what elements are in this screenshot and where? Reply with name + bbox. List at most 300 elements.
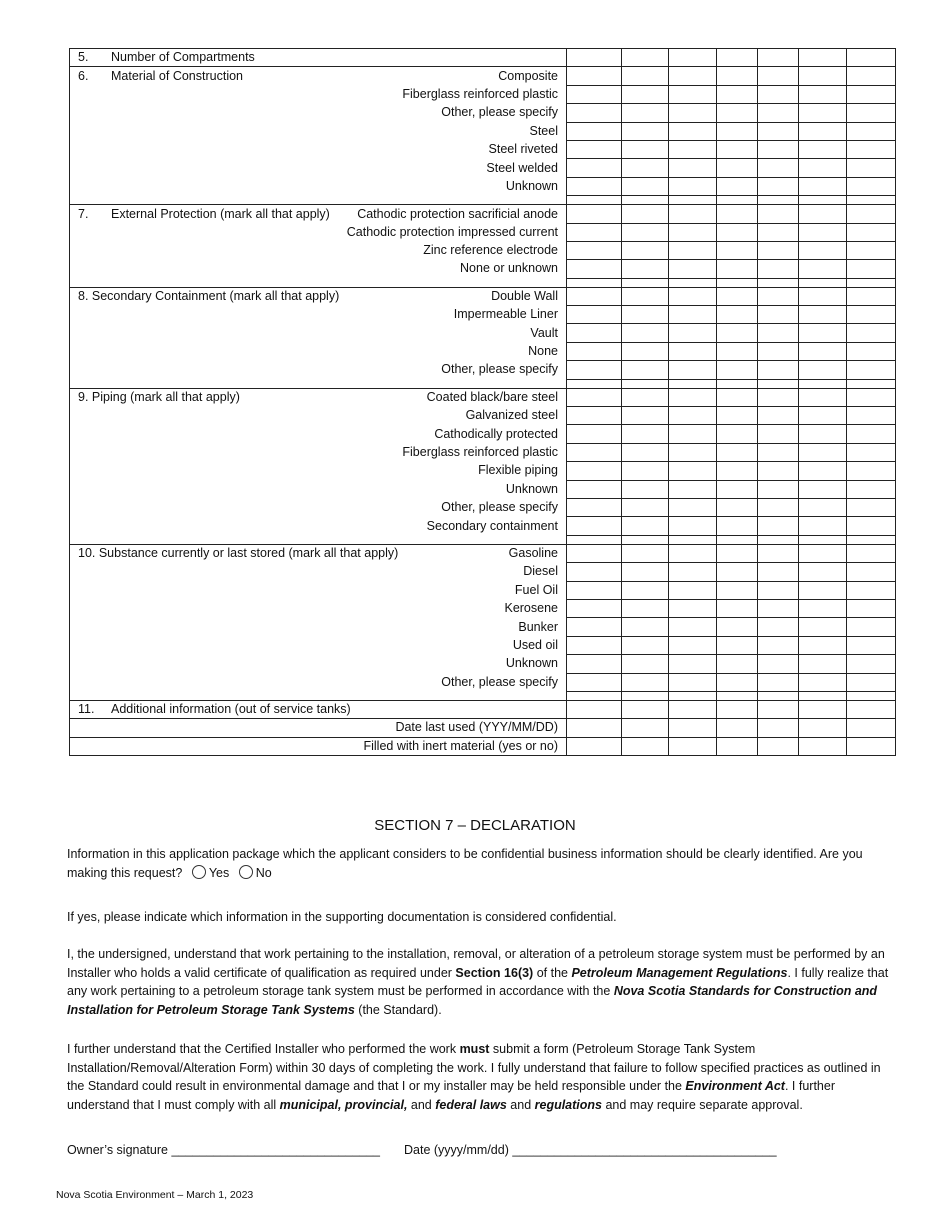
entry-cell[interactable] bbox=[717, 379, 758, 388]
entry-cell[interactable] bbox=[847, 287, 896, 305]
entry-cell[interactable] bbox=[799, 700, 847, 718]
entry-cell[interactable] bbox=[669, 636, 717, 654]
entry-cell[interactable] bbox=[717, 241, 758, 259]
entry-cell[interactable] bbox=[567, 517, 622, 535]
entry-cell[interactable] bbox=[717, 260, 758, 278]
entry-cell[interactable] bbox=[717, 342, 758, 360]
entry-cell[interactable] bbox=[799, 122, 847, 140]
entry-cell[interactable] bbox=[622, 425, 669, 443]
entry-cell[interactable] bbox=[669, 462, 717, 480]
entry-cell[interactable] bbox=[669, 700, 717, 718]
entry-cell[interactable] bbox=[567, 462, 622, 480]
entry-cell[interactable] bbox=[717, 177, 758, 195]
entry-cell[interactable] bbox=[622, 342, 669, 360]
entry-cell[interactable] bbox=[622, 379, 669, 388]
entry-cell[interactable] bbox=[669, 480, 717, 498]
entry-cell[interactable] bbox=[669, 581, 717, 599]
entry-cell[interactable] bbox=[567, 618, 622, 636]
entry-cell[interactable] bbox=[622, 122, 669, 140]
entry-cell[interactable] bbox=[669, 67, 717, 85]
entry-cell[interactable] bbox=[567, 205, 622, 223]
entry-cell[interactable] bbox=[847, 443, 896, 461]
entry-cell[interactable] bbox=[717, 719, 758, 737]
entry-cell[interactable] bbox=[717, 599, 758, 617]
entry-cell[interactable] bbox=[717, 563, 758, 581]
owner-signature-field[interactable]: Owner’s signature ______________________________ bbox=[67, 1143, 381, 1157]
entry-cell[interactable] bbox=[567, 636, 622, 654]
entry-cell[interactable] bbox=[847, 104, 896, 122]
entry-cell[interactable] bbox=[847, 205, 896, 223]
entry-cell[interactable] bbox=[567, 342, 622, 360]
entry-cell[interactable] bbox=[758, 719, 799, 737]
entry-cell[interactable] bbox=[622, 737, 669, 755]
option-label: Cathodic protection impressed current bbox=[346, 224, 558, 239]
entry-cell[interactable] bbox=[567, 306, 622, 324]
entry-cell[interactable] bbox=[799, 535, 847, 544]
entry-cell[interactable] bbox=[717, 498, 758, 516]
entry-cell[interactable] bbox=[622, 196, 669, 205]
entry-cell[interactable] bbox=[847, 260, 896, 278]
entry-cell[interactable] bbox=[847, 223, 896, 241]
entry-cell[interactable] bbox=[717, 361, 758, 379]
entry-cell[interactable] bbox=[847, 177, 896, 195]
entry-cell[interactable] bbox=[799, 719, 847, 737]
entry-cell[interactable] bbox=[799, 324, 847, 342]
entry-cell[interactable] bbox=[567, 443, 622, 461]
entry-cell[interactable] bbox=[622, 177, 669, 195]
entry-cell[interactable] bbox=[669, 241, 717, 259]
entry-cell[interactable] bbox=[567, 196, 622, 205]
entry-cell[interactable] bbox=[622, 480, 669, 498]
entry-cell[interactable] bbox=[847, 49, 896, 67]
entry-cell[interactable] bbox=[567, 700, 622, 718]
entry-cell[interactable] bbox=[847, 361, 896, 379]
entry-cell[interactable] bbox=[847, 636, 896, 654]
entry-cell[interactable] bbox=[717, 691, 758, 700]
entry-cell[interactable] bbox=[567, 544, 622, 562]
entry-cell[interactable] bbox=[669, 260, 717, 278]
entry-cell[interactable] bbox=[799, 306, 847, 324]
entry-cell[interactable] bbox=[669, 306, 717, 324]
entry-cell[interactable] bbox=[847, 498, 896, 516]
entry-cell[interactable] bbox=[567, 140, 622, 158]
entry-cell[interactable] bbox=[567, 379, 622, 388]
entry-cell[interactable] bbox=[799, 563, 847, 581]
entry-cell[interactable] bbox=[758, 655, 799, 673]
entry-cell[interactable] bbox=[717, 205, 758, 223]
entry-cell[interactable] bbox=[799, 599, 847, 617]
entry-cell[interactable] bbox=[669, 196, 717, 205]
entry-cell[interactable] bbox=[799, 388, 847, 406]
entry-cell[interactable] bbox=[799, 673, 847, 691]
entry-cell[interactable] bbox=[567, 49, 622, 67]
option-label: Other, please specify bbox=[441, 105, 558, 120]
entry-cell[interactable] bbox=[669, 324, 717, 342]
entry-cell[interactable] bbox=[669, 691, 717, 700]
entry-cell[interactable] bbox=[758, 361, 799, 379]
entry-cell[interactable] bbox=[717, 544, 758, 562]
entry-cell[interactable] bbox=[758, 618, 799, 636]
entry-cell[interactable] bbox=[669, 361, 717, 379]
entry-cell[interactable] bbox=[758, 324, 799, 342]
entry-cell[interactable] bbox=[799, 443, 847, 461]
entry-cell[interactable] bbox=[567, 159, 622, 177]
entry-cell[interactable] bbox=[622, 85, 669, 103]
entry-cell[interactable] bbox=[758, 388, 799, 406]
entry-cell[interactable] bbox=[717, 700, 758, 718]
entry-cell[interactable] bbox=[669, 407, 717, 425]
entry-cell[interactable] bbox=[847, 535, 896, 544]
entry-cell[interactable] bbox=[669, 388, 717, 406]
entry-cell[interactable] bbox=[669, 287, 717, 305]
entry-cell[interactable] bbox=[758, 498, 799, 516]
entry-cell[interactable] bbox=[799, 49, 847, 67]
entry-cell[interactable] bbox=[669, 618, 717, 636]
entry-cell[interactable] bbox=[717, 278, 758, 287]
entry-cell[interactable] bbox=[799, 287, 847, 305]
entry-cell[interactable] bbox=[567, 67, 622, 85]
entry-cell[interactable] bbox=[847, 563, 896, 581]
entry-cell[interactable] bbox=[717, 104, 758, 122]
table-row bbox=[70, 205, 896, 223]
entry-cell[interactable] bbox=[567, 425, 622, 443]
entry-cell[interactable] bbox=[669, 104, 717, 122]
entry-cell[interactable] bbox=[758, 122, 799, 140]
entry-cell[interactable] bbox=[847, 324, 896, 342]
entry-cell[interactable] bbox=[567, 599, 622, 617]
entry-cell[interactable] bbox=[799, 223, 847, 241]
entry-cell[interactable] bbox=[758, 599, 799, 617]
entry-cell[interactable] bbox=[799, 104, 847, 122]
entry-cell[interactable] bbox=[799, 462, 847, 480]
entry-cell[interactable] bbox=[758, 407, 799, 425]
entry-cell[interactable] bbox=[717, 49, 758, 67]
entry-cell[interactable] bbox=[717, 85, 758, 103]
entry-cell[interactable] bbox=[758, 287, 799, 305]
entry-cell[interactable] bbox=[717, 388, 758, 406]
entry-cell[interactable] bbox=[717, 737, 758, 755]
entry-cell[interactable] bbox=[567, 324, 622, 342]
entry-cell[interactable] bbox=[622, 287, 669, 305]
entry-cell[interactable] bbox=[758, 140, 799, 158]
yes-radio[interactable] bbox=[192, 865, 206, 879]
entry-cell[interactable] bbox=[799, 618, 847, 636]
entry-cell[interactable] bbox=[717, 306, 758, 324]
entry-cell[interactable] bbox=[567, 241, 622, 259]
entry-cell[interactable] bbox=[758, 85, 799, 103]
entry-cell[interactable] bbox=[799, 498, 847, 516]
entry-cell[interactable] bbox=[567, 104, 622, 122]
entry-cell[interactable] bbox=[622, 462, 669, 480]
entry-cell[interactable] bbox=[717, 223, 758, 241]
entry-cell[interactable] bbox=[567, 719, 622, 737]
entry-cell[interactable] bbox=[622, 223, 669, 241]
entry-cell[interactable] bbox=[799, 205, 847, 223]
additional-info-label: Filled with inert material (yes or no) bbox=[363, 738, 558, 753]
entry-cell[interactable] bbox=[758, 480, 799, 498]
entry-cell[interactable] bbox=[669, 49, 717, 67]
entry-cell[interactable] bbox=[847, 122, 896, 140]
entry-cell[interactable] bbox=[669, 159, 717, 177]
entry-cell[interactable] bbox=[622, 655, 669, 673]
entry-cell[interactable] bbox=[622, 443, 669, 461]
entry-cell[interactable] bbox=[622, 700, 669, 718]
entry-cell[interactable] bbox=[567, 563, 622, 581]
entry-cell[interactable] bbox=[622, 140, 669, 158]
entry-cell[interactable] bbox=[717, 287, 758, 305]
section-number: 7. bbox=[78, 206, 89, 221]
entry-cell[interactable] bbox=[622, 205, 669, 223]
entry-cell[interactable] bbox=[799, 480, 847, 498]
entry-cell[interactable] bbox=[799, 425, 847, 443]
entry-cell[interactable] bbox=[847, 342, 896, 360]
entry-cell[interactable] bbox=[717, 67, 758, 85]
entry-cell[interactable] bbox=[717, 196, 758, 205]
entry-cell[interactable] bbox=[669, 719, 717, 737]
entry-cell[interactable] bbox=[847, 425, 896, 443]
entry-cell[interactable] bbox=[669, 177, 717, 195]
entry-cell[interactable] bbox=[847, 581, 896, 599]
entry-cell[interactable] bbox=[567, 655, 622, 673]
entry-cell[interactable] bbox=[567, 673, 622, 691]
entry-cell[interactable] bbox=[717, 159, 758, 177]
entry-cell[interactable] bbox=[847, 407, 896, 425]
entry-cell[interactable] bbox=[669, 544, 717, 562]
entry-cell[interactable] bbox=[758, 205, 799, 223]
entry-cell[interactable] bbox=[799, 636, 847, 654]
entry-cell[interactable] bbox=[622, 306, 669, 324]
entry-cell[interactable] bbox=[847, 599, 896, 617]
entry-cell[interactable] bbox=[758, 462, 799, 480]
entry-cell[interactable] bbox=[669, 205, 717, 223]
entry-cell[interactable] bbox=[847, 655, 896, 673]
entry-cell[interactable] bbox=[799, 655, 847, 673]
entry-cell[interactable] bbox=[758, 177, 799, 195]
entry-cell[interactable] bbox=[799, 691, 847, 700]
entry-cell[interactable] bbox=[622, 719, 669, 737]
entry-cell[interactable] bbox=[758, 673, 799, 691]
entry-cell[interactable] bbox=[622, 599, 669, 617]
table-row bbox=[70, 260, 896, 278]
entry-cell[interactable] bbox=[758, 196, 799, 205]
entry-cell[interactable] bbox=[567, 480, 622, 498]
entry-cell[interactable] bbox=[799, 67, 847, 85]
entry-cell[interactable] bbox=[622, 618, 669, 636]
entry-cell[interactable] bbox=[717, 324, 758, 342]
entry-cell[interactable] bbox=[799, 544, 847, 562]
entry-cell[interactable] bbox=[799, 737, 847, 755]
entry-cell[interactable] bbox=[669, 498, 717, 516]
entry-cell[interactable] bbox=[669, 673, 717, 691]
entry-cell[interactable] bbox=[758, 737, 799, 755]
entry-cell[interactable] bbox=[669, 737, 717, 755]
entry-cell[interactable] bbox=[622, 563, 669, 581]
entry-cell[interactable] bbox=[622, 361, 669, 379]
entry-cell[interactable] bbox=[758, 159, 799, 177]
entry-cell[interactable] bbox=[567, 407, 622, 425]
no-radio[interactable] bbox=[239, 865, 253, 879]
entry-cell[interactable] bbox=[622, 407, 669, 425]
entry-cell[interactable] bbox=[567, 223, 622, 241]
entry-cell[interactable] bbox=[799, 159, 847, 177]
entry-cell[interactable] bbox=[758, 443, 799, 461]
entry-cell[interactable] bbox=[799, 140, 847, 158]
entry-cell[interactable] bbox=[758, 691, 799, 700]
entry-cell[interactable] bbox=[669, 278, 717, 287]
entry-cell[interactable] bbox=[567, 177, 622, 195]
entry-cell[interactable] bbox=[567, 388, 622, 406]
entry-cell[interactable] bbox=[758, 67, 799, 85]
table-row bbox=[70, 498, 896, 516]
entry-cell[interactable] bbox=[847, 719, 896, 737]
entry-cell[interactable] bbox=[758, 535, 799, 544]
entry-cell[interactable] bbox=[847, 85, 896, 103]
entry-cell[interactable] bbox=[847, 196, 896, 205]
entry-cell[interactable] bbox=[669, 425, 717, 443]
entry-cell[interactable] bbox=[799, 85, 847, 103]
entry-cell[interactable] bbox=[622, 278, 669, 287]
entry-cell[interactable] bbox=[758, 104, 799, 122]
entry-cell[interactable] bbox=[622, 159, 669, 177]
entry-cell[interactable] bbox=[717, 122, 758, 140]
entry-cell[interactable] bbox=[758, 260, 799, 278]
entry-cell[interactable] bbox=[799, 407, 847, 425]
entry-cell[interactable] bbox=[622, 67, 669, 85]
entry-cell[interactable] bbox=[669, 140, 717, 158]
entry-cell[interactable] bbox=[717, 535, 758, 544]
entry-cell[interactable] bbox=[758, 241, 799, 259]
entry-cell[interactable] bbox=[758, 636, 799, 654]
entry-cell[interactable] bbox=[622, 673, 669, 691]
entry-cell[interactable] bbox=[622, 517, 669, 535]
entry-cell[interactable] bbox=[799, 260, 847, 278]
entry-cell[interactable] bbox=[847, 700, 896, 718]
entry-cell[interactable] bbox=[847, 379, 896, 388]
entry-cell[interactable] bbox=[847, 673, 896, 691]
entry-cell[interactable] bbox=[622, 260, 669, 278]
entry-cell[interactable] bbox=[799, 196, 847, 205]
entry-cell[interactable] bbox=[669, 655, 717, 673]
entry-cell[interactable] bbox=[717, 462, 758, 480]
entry-cell[interactable] bbox=[847, 691, 896, 700]
entry-cell[interactable] bbox=[567, 581, 622, 599]
entry-cell[interactable] bbox=[799, 379, 847, 388]
entry-cell[interactable] bbox=[669, 599, 717, 617]
entry-cell[interactable] bbox=[669, 122, 717, 140]
entry-cell[interactable] bbox=[622, 49, 669, 67]
entry-cell[interactable] bbox=[758, 278, 799, 287]
entry-cell[interactable] bbox=[799, 278, 847, 287]
entry-cell[interactable] bbox=[758, 49, 799, 67]
entry-cell[interactable] bbox=[758, 223, 799, 241]
entry-cell[interactable] bbox=[622, 581, 669, 599]
table-row bbox=[70, 67, 896, 85]
entry-cell[interactable] bbox=[669, 535, 717, 544]
entry-cell[interactable] bbox=[622, 636, 669, 654]
entry-cell[interactable] bbox=[669, 223, 717, 241]
entry-cell[interactable] bbox=[622, 691, 669, 700]
entry-cell[interactable] bbox=[758, 306, 799, 324]
entry-cell[interactable] bbox=[847, 737, 896, 755]
entry-cell[interactable] bbox=[567, 122, 622, 140]
entry-cell[interactable] bbox=[847, 306, 896, 324]
entry-cell[interactable] bbox=[799, 581, 847, 599]
entry-cell[interactable] bbox=[622, 544, 669, 562]
entry-cell[interactable] bbox=[799, 241, 847, 259]
entry-cell[interactable] bbox=[799, 177, 847, 195]
entry-cell[interactable] bbox=[717, 407, 758, 425]
entry-cell[interactable] bbox=[717, 618, 758, 636]
entry-cell[interactable] bbox=[847, 544, 896, 562]
entry-cell[interactable] bbox=[669, 342, 717, 360]
entry-cell[interactable] bbox=[669, 379, 717, 388]
entry-cell[interactable] bbox=[669, 563, 717, 581]
entry-cell[interactable] bbox=[799, 342, 847, 360]
entry-cell[interactable] bbox=[622, 388, 669, 406]
entry-cell[interactable] bbox=[567, 498, 622, 516]
entry-cell[interactable] bbox=[567, 260, 622, 278]
entry-cell[interactable] bbox=[567, 361, 622, 379]
date-field[interactable]: Date (yyyy/mm/dd) ______________________________________ bbox=[404, 1143, 777, 1157]
entry-cell[interactable] bbox=[622, 324, 669, 342]
entry-cell[interactable] bbox=[758, 544, 799, 562]
entry-cell[interactable] bbox=[717, 581, 758, 599]
entry-cell[interactable] bbox=[567, 287, 622, 305]
entry-cell[interactable] bbox=[622, 241, 669, 259]
entry-cell[interactable] bbox=[758, 517, 799, 535]
entry-cell[interactable] bbox=[799, 517, 847, 535]
entry-cell[interactable] bbox=[567, 737, 622, 755]
entry-cell[interactable] bbox=[758, 563, 799, 581]
entry-cell[interactable] bbox=[758, 379, 799, 388]
entry-cell[interactable] bbox=[799, 361, 847, 379]
entry-cell[interactable] bbox=[622, 535, 669, 544]
additional-info-row bbox=[70, 737, 896, 755]
entry-cell[interactable] bbox=[758, 425, 799, 443]
entry-cell[interactable] bbox=[758, 581, 799, 599]
entry-cell[interactable] bbox=[717, 517, 758, 535]
entry-cell[interactable] bbox=[717, 443, 758, 461]
entry-cell[interactable] bbox=[669, 85, 717, 103]
entry-cell[interactable] bbox=[847, 159, 896, 177]
entry-cell[interactable] bbox=[847, 241, 896, 259]
entry-cell[interactable] bbox=[847, 67, 896, 85]
entry-cell[interactable] bbox=[847, 517, 896, 535]
entry-cell[interactable] bbox=[717, 425, 758, 443]
entry-cell[interactable] bbox=[847, 618, 896, 636]
entry-cell[interactable] bbox=[717, 655, 758, 673]
entry-cell[interactable] bbox=[669, 443, 717, 461]
entry-cell[interactable] bbox=[847, 140, 896, 158]
entry-cell[interactable] bbox=[669, 517, 717, 535]
entry-cell[interactable] bbox=[567, 278, 622, 287]
entry-cell[interactable] bbox=[567, 535, 622, 544]
entry-cell[interactable] bbox=[717, 673, 758, 691]
entry-cell[interactable] bbox=[847, 388, 896, 406]
entry-cell[interactable] bbox=[567, 691, 622, 700]
entry-cell[interactable] bbox=[717, 480, 758, 498]
entry-cell[interactable] bbox=[622, 498, 669, 516]
entry-cell[interactable] bbox=[847, 278, 896, 287]
entry-cell[interactable] bbox=[758, 700, 799, 718]
entry-cell[interactable] bbox=[847, 462, 896, 480]
entry-cell[interactable] bbox=[717, 636, 758, 654]
entry-cell[interactable] bbox=[622, 104, 669, 122]
entry-cell[interactable] bbox=[567, 85, 622, 103]
entry-cell[interactable] bbox=[717, 140, 758, 158]
entry-cell[interactable] bbox=[758, 342, 799, 360]
entry-cell[interactable] bbox=[847, 480, 896, 498]
